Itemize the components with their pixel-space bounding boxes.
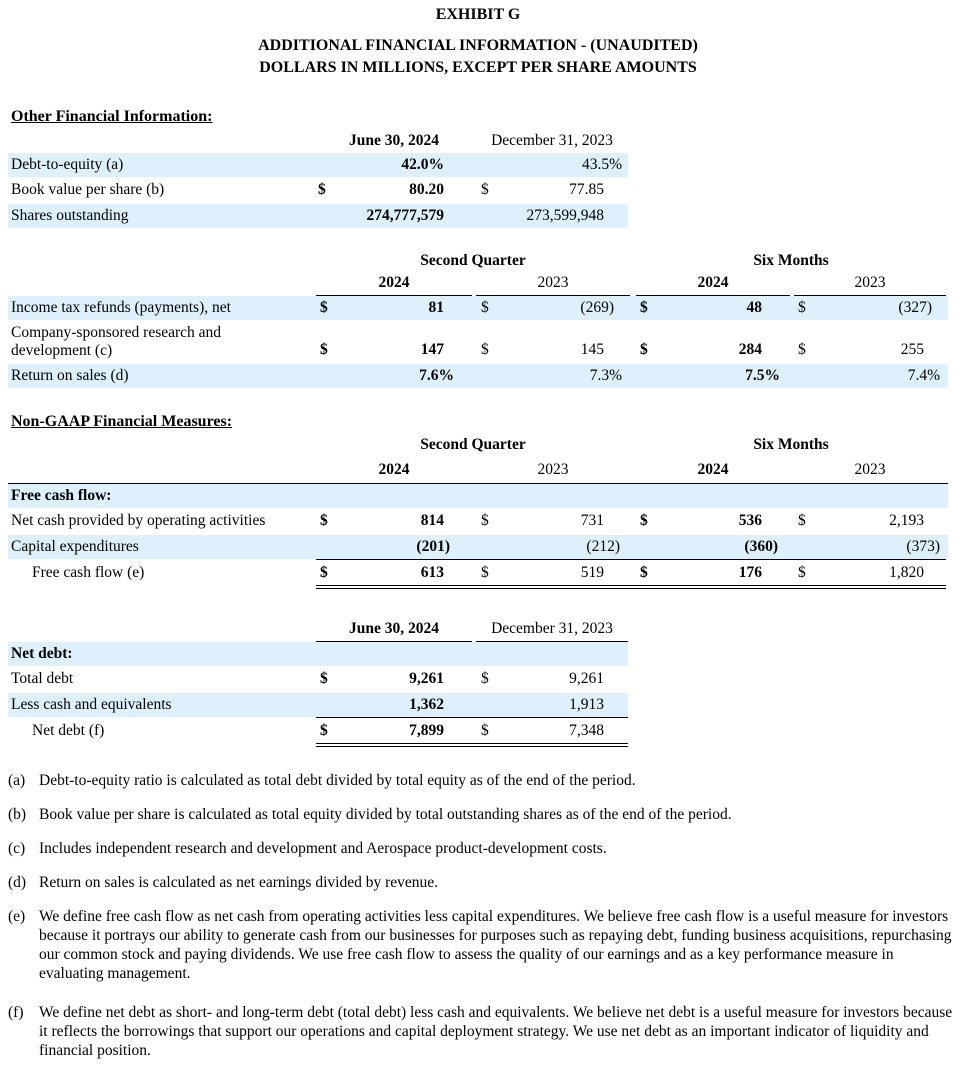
value-june-2024: 1,362	[409, 696, 444, 713]
value-dec-2023: 43.5%	[581, 156, 622, 173]
footnote-letter: (e)	[8, 908, 26, 925]
row-label: Book value per share (b)	[11, 181, 165, 198]
value: (360)	[744, 538, 778, 555]
row-label: Free cash flow (e)	[32, 564, 145, 581]
currency: $	[320, 722, 328, 739]
value-dec-2023: 273,599,948	[526, 207, 604, 224]
table-row	[8, 364, 948, 388]
footnote-c	[8, 839, 956, 858]
row-label: Net debt (f)	[32, 722, 105, 739]
value: 1,820	[889, 564, 924, 581]
currency: $	[320, 512, 328, 529]
exhibit-label: EXHIBIT G	[435, 6, 521, 23]
footnote-f	[8, 1003, 956, 1060]
row-label: Company-sponsored research and	[11, 324, 222, 341]
col-dec-2023: December 31, 2023	[476, 129, 628, 154]
table-row	[8, 296, 948, 320]
year-2023-six: 2023	[854, 461, 886, 478]
row-label: Total debt	[11, 670, 74, 687]
non-gaap-heading: Non-GAAP Financial Measures:	[11, 413, 233, 430]
year-2024-six: 2024	[636, 271, 790, 296]
table-row	[8, 178, 628, 202]
footnote-text: We define net debt as short- and long-term debt (total debt) less cash and equivalents. We believe net debt is a useful measure for investors because it reflects the borrowings that support our operations and capital deployment strategy. We use net debt as an important indicator of liquidity and financial position.	[39, 1004, 953, 1059]
value: 519	[580, 564, 604, 581]
footnote-e	[8, 907, 956, 983]
second-quarter-header: Second Quarter	[420, 252, 526, 269]
currency: $	[320, 299, 328, 316]
value: 81	[428, 299, 444, 316]
currency: $	[320, 341, 328, 358]
value: 284	[738, 341, 762, 358]
value: 2,193	[889, 512, 924, 529]
row-label: Debt-to-equity (a)	[11, 156, 124, 173]
currency: $	[798, 299, 806, 316]
year-2024-q: 2024	[378, 461, 410, 478]
footnote-letter: (d)	[8, 874, 27, 891]
currency: $	[640, 564, 648, 581]
free-cash-flow-heading: Free cash flow:	[11, 487, 112, 504]
col-june-2024: June 30, 2024	[316, 129, 472, 154]
value: 147	[420, 341, 444, 358]
value-june-2024: 274,777,579	[366, 207, 444, 224]
second-quarter-header: Second Quarter	[420, 436, 526, 453]
footnote-d	[8, 873, 956, 892]
currency: $	[798, 564, 806, 581]
col-june-2024: June 30, 2024	[316, 617, 472, 642]
currency: $	[481, 512, 489, 529]
currency: $	[481, 341, 489, 358]
row-label: Return on sales (d)	[11, 367, 129, 384]
currency: $	[320, 670, 328, 687]
value: 7.6%	[419, 367, 454, 384]
footnote-text: Return on sales is calculated as net earnings divided by revenue.	[39, 874, 438, 891]
value: 255	[900, 341, 924, 358]
row-label: Net cash provided by operating activities	[11, 512, 266, 529]
value: (201)	[338, 535, 450, 560]
footnote-letter: (b)	[8, 806, 27, 823]
currency: $	[640, 299, 648, 316]
document-title: ADDITIONAL FINANCIAL INFORMATION - (UNAUDITED)	[258, 37, 698, 54]
currency: $	[798, 341, 806, 358]
value: 176	[738, 564, 762, 581]
total-double-rule	[316, 743, 628, 747]
row-label-cont: development (c)	[11, 342, 113, 359]
footnote-a	[8, 771, 956, 790]
currency: $	[318, 181, 326, 198]
year-2024-six: 2024	[697, 461, 729, 478]
table-row	[8, 667, 628, 691]
footnote-text: Debt-to-equity ratio is calculated as total debt divided by total equity as of the end of the period.	[39, 772, 636, 789]
footnote-text: Includes independent research and development and Aerospace product-development costs.	[39, 840, 607, 857]
value-dec-2023: 1,913	[569, 696, 604, 713]
currency: $	[798, 512, 806, 529]
table-row	[8, 204, 628, 228]
value-june-2024: 80.20	[409, 181, 444, 198]
table-row	[8, 693, 628, 717]
six-months-header: Six Months	[753, 436, 829, 453]
currency: $	[481, 670, 489, 687]
row-label: Capital expenditures	[11, 538, 139, 555]
value: 613	[420, 564, 444, 581]
total-double-rule	[316, 585, 946, 589]
value: 48	[746, 299, 762, 316]
value-dec-2023: 7,348	[569, 722, 604, 739]
subtotal-rule	[316, 717, 628, 718]
table-row	[8, 322, 948, 362]
value: 731	[580, 512, 604, 529]
value-june-2024: 42.0%	[401, 156, 444, 173]
table-row	[8, 642, 628, 666]
currency: $	[320, 564, 328, 581]
value-june-2024: 9,261	[409, 670, 444, 687]
subtotal-rule	[316, 559, 946, 560]
currency: $	[640, 341, 648, 358]
row-label: Income tax refunds (payments), net	[11, 299, 231, 316]
currency: $	[481, 722, 489, 739]
year-2023-six: 2023	[794, 271, 946, 296]
value: 145	[580, 341, 604, 358]
footnote-letter: (c)	[8, 840, 26, 857]
currency: $	[481, 181, 489, 198]
value: (269)	[580, 299, 614, 316]
currency: $	[640, 512, 648, 529]
value: 536	[738, 512, 762, 529]
row-label: Less cash and equivalents	[11, 696, 172, 713]
table-row	[8, 509, 948, 533]
table-row	[8, 561, 948, 585]
six-months-header: Six Months	[753, 252, 829, 269]
value: (212)	[586, 538, 620, 555]
col-dec-2023: December 31, 2023	[476, 617, 628, 642]
value: 7.4%	[907, 367, 940, 384]
year-2023-q: 2023	[476, 271, 630, 296]
value: (327)	[898, 299, 932, 316]
value-dec-2023: 77.85	[569, 181, 604, 198]
table-row	[8, 719, 628, 743]
row-label: Shares outstanding	[11, 207, 129, 224]
document-subtitle: DOLLARS IN MILLIONS, EXCEPT PER SHARE AMOUNTS	[259, 59, 697, 76]
footnote-text: Book value per share is calculated as total equity divided by total outstanding shares as of the end of the period.	[39, 806, 732, 823]
footnote-text: We define free cash flow as net cash from operating activities less capital expenditures. We believe free cash flow is a useful measure for investors because it portrays our ability to generate cash from our businesses for purposes such as repaying debt, funding business acquisitions, repurchasing our common stock and paying dividends. We use free cash flow to assess the quality of our earnings and as a key performance measure in evaluating management.	[39, 908, 952, 982]
net-debt-heading: Net debt:	[11, 645, 73, 662]
footnote-letter: (a)	[8, 772, 26, 789]
currency: $	[481, 564, 489, 581]
value: 7.5%	[745, 367, 780, 384]
year-2023-q: 2023	[537, 461, 569, 478]
value: 814	[420, 512, 444, 529]
footnote-letter: (f)	[8, 1004, 24, 1021]
value-june-2024: 7,899	[409, 722, 444, 739]
value-dec-2023: 9,261	[569, 670, 604, 687]
value: (373)	[906, 538, 940, 555]
footnote-b	[8, 805, 956, 824]
currency: $	[481, 299, 489, 316]
table-row	[8, 535, 948, 559]
other-financial-heading: Other Financial Information:	[11, 108, 213, 125]
table-row	[8, 483, 948, 508]
year-2024-q: 2024	[316, 271, 472, 296]
table-row	[8, 153, 628, 177]
value: 7.3%	[589, 367, 622, 384]
